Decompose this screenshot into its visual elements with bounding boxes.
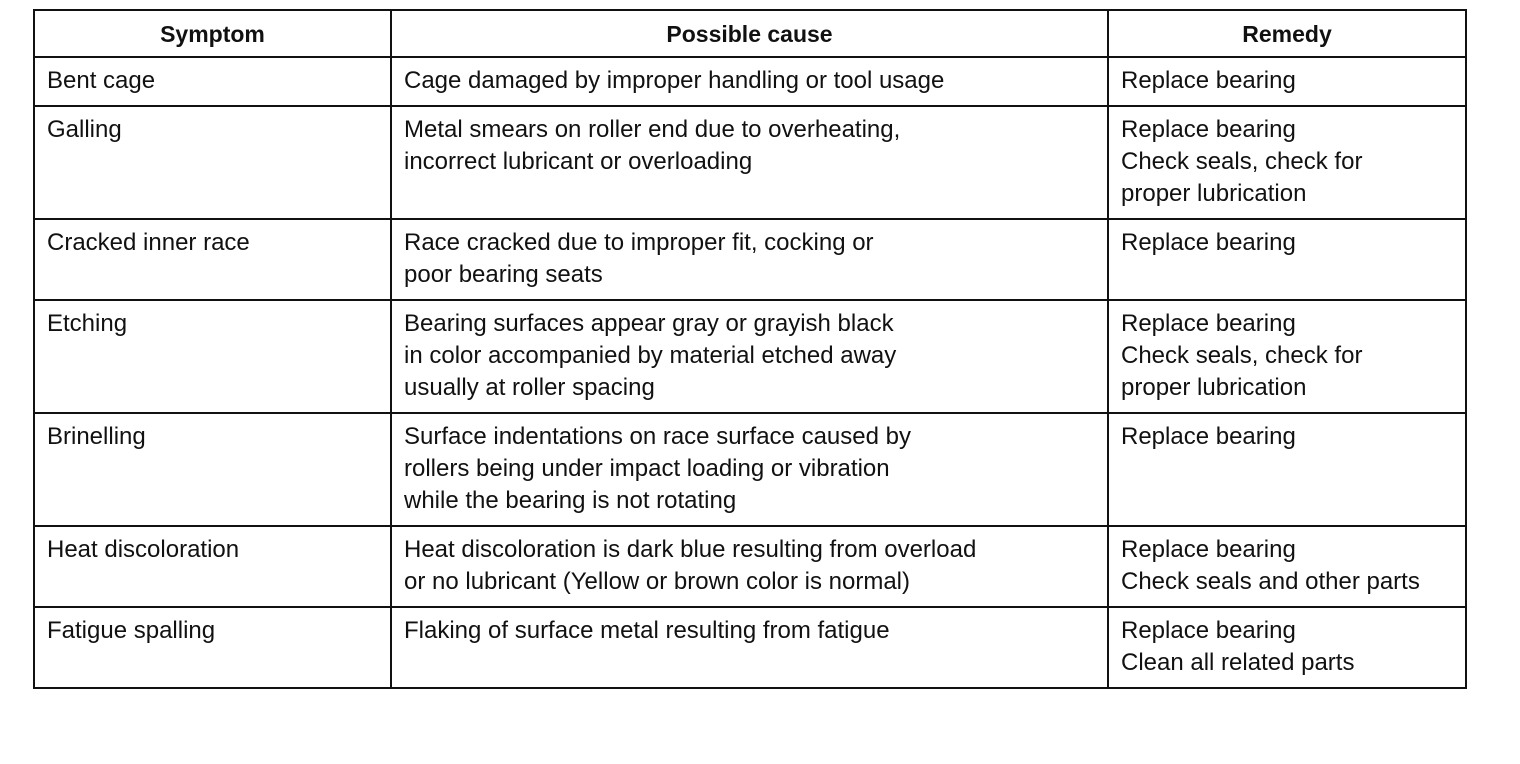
remedy-cell: [1108, 413, 1466, 526]
remedy-cell: [1108, 106, 1466, 219]
remedy-cell: [1108, 526, 1466, 607]
cell-text-line: Replace bearing: [1121, 67, 1296, 94]
cell-text-line: Replace bearing: [1121, 116, 1296, 143]
cell-text-line: or no lubricant (Yellow or brown color is normal): [404, 568, 910, 595]
cell-text-line: Galling: [47, 116, 122, 143]
remedy-cell: [1108, 219, 1466, 300]
cell-text-line: while the bearing is not rotating: [404, 487, 737, 514]
symptom-cell: [34, 57, 391, 106]
table-row: [34, 300, 1466, 413]
cell-text-line: Replace bearing: [1121, 310, 1296, 337]
cell-text-line: Check seals and other parts: [1121, 568, 1420, 595]
cause-cell: [391, 57, 1108, 106]
cause-cell: [391, 106, 1108, 219]
table-row: [34, 57, 1466, 106]
cell-text-line: Bent cage: [47, 67, 156, 94]
cell-text-line: Replace bearing: [1121, 229, 1296, 256]
cause-cell: [391, 526, 1108, 607]
cell-text-line: Replace bearing: [1121, 423, 1296, 450]
cell-text-line: Race cracked due to improper fit, cocking or: [404, 229, 874, 256]
table-row: [34, 607, 1466, 688]
table-row: [34, 219, 1466, 300]
diagnosis-table: [33, 9, 1467, 689]
cell-text-line: Check seals, check for: [1121, 342, 1363, 369]
cell-text-line: Heat discoloration is dark blue resulting from overload: [404, 536, 977, 563]
cell-text-line: rollers being under impact loading or vibration: [404, 455, 890, 482]
table-header: [34, 10, 1466, 57]
cell-text-line: Metal smears on roller end due to overheating,: [404, 116, 901, 143]
symptom-cell: [34, 106, 391, 219]
cell-text-line: Cracked inner race: [47, 229, 250, 256]
cell-text-line: incorrect lubricant or overloading: [404, 148, 753, 175]
cell-text-line: poor bearing seats: [404, 261, 603, 288]
symptom-cell: [34, 526, 391, 607]
cell-text-line: Surface indentations on race surface caused by: [404, 423, 911, 450]
cell-text-line: Fatigue spalling: [47, 617, 216, 644]
cell-text-line: Bearing surfaces appear gray or grayish black: [404, 310, 894, 337]
symptom-cell: [34, 607, 391, 688]
cell-text-line: Cage damaged by improper handling or tool usage: [404, 67, 945, 94]
header-possible-cause: Possible cause: [391, 10, 1108, 57]
symptom-cell: [34, 413, 391, 526]
cell-text-line: Replace bearing: [1121, 536, 1296, 563]
cause-cell: [391, 607, 1108, 688]
cause-cell: [391, 413, 1108, 526]
cell-text-line: Heat discoloration: [47, 536, 240, 563]
symptom-cell: [34, 219, 391, 300]
cell-text-line: Replace bearing: [1121, 617, 1296, 644]
cause-cell: [391, 219, 1108, 300]
cell-text-line: in color accompanied by material etched away: [404, 342, 897, 369]
header-row: [34, 10, 1466, 57]
cell-text-line: proper lubrication: [1121, 180, 1307, 207]
table-row: [34, 413, 1466, 526]
cell-text-line: Flaking of surface metal resulting from fatigue: [404, 617, 890, 644]
symptom-cell: [34, 300, 391, 413]
header-symptom: Symptom: [34, 10, 391, 57]
remedy-cell: [1108, 300, 1466, 413]
cell-text-line: Clean all related parts: [1121, 649, 1355, 676]
header-remedy: Remedy: [1108, 10, 1466, 57]
remedy-cell: [1108, 57, 1466, 106]
cell-text-line: Check seals, check for: [1121, 148, 1363, 175]
cell-text-line: Etching: [47, 310, 128, 337]
cell-text-line: Brinelling: [47, 423, 146, 450]
remedy-cell: [1108, 607, 1466, 688]
cause-cell: [391, 300, 1108, 413]
table-row: [34, 106, 1466, 219]
cell-text-line: usually at roller spacing: [404, 374, 655, 401]
table-body: [34, 57, 1466, 688]
cell-text-line: proper lubrication: [1121, 374, 1307, 401]
table-row: [34, 526, 1466, 607]
